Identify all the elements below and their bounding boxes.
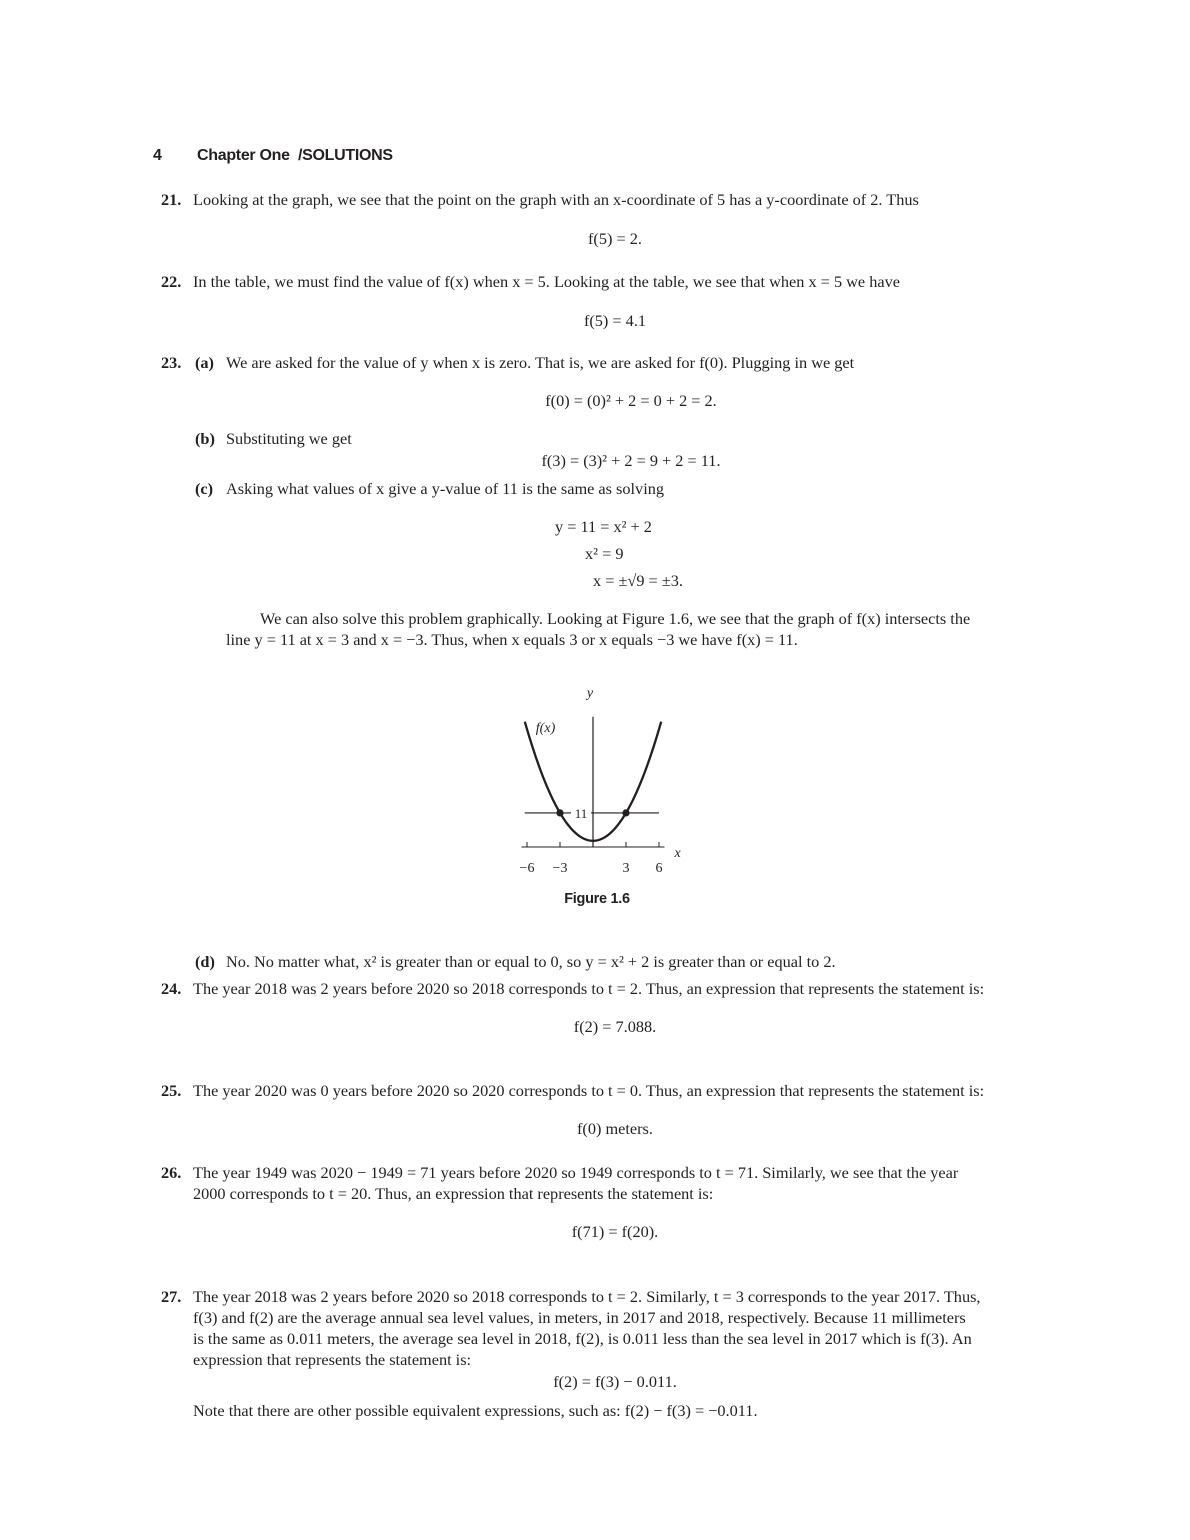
y-axis-label: y — [586, 685, 594, 701]
part-c-paragraph-line-1: We can also solve this problem graphically. Looking at Figure 1.6, we see that the graph of f(x) intersects the — [260, 609, 971, 628]
part-c-equation-1: y = 11 = x² + 2 — [555, 517, 652, 536]
problem-21-number: 21. — [161, 190, 182, 209]
problem-24-number: 24. — [161, 979, 182, 998]
problem-25-text: The year 2020 was 0 years before 2020 so 2020 corresponds to t = 0. Thus, an expression that represents the statement is: — [193, 1081, 985, 1100]
problem-24-text: The year 2018 was 2 years before 2020 so 2018 corresponds to t = 2. Thus, an expression that represents the statement is: — [193, 979, 985, 998]
x-tick-label: 6 — [655, 861, 663, 876]
x-axis-label: x — [674, 846, 681, 861]
problem-27-equation: f(2) = f(3) − 0.011. — [553, 1372, 677, 1391]
problem-22-equation: f(5) = 4.1 — [583, 311, 647, 330]
horizontal-line-label: 11 — [574, 805, 588, 821]
chapter-name: Chapter One — [197, 147, 290, 164]
problem-27-line-2: f(3) and f(2) are the average annual sea level values, in meters, in 2017 and 2018, respectively. Because 11 millimeters — [193, 1308, 966, 1327]
problem-25-number: 25. — [161, 1081, 182, 1100]
part-b-text: Substituting we get — [226, 429, 352, 448]
part-a-equation: f(0) = (0)² + 2 = 0 + 2 = 2. — [545, 391, 717, 410]
part-c-equation-3: x = ±√9 = ±3. — [593, 571, 683, 590]
problem-26-line-2: 2000 corresponds to t = 20. Thus, an expression that represents the statement is: — [193, 1184, 714, 1203]
part-d-text: No. No matter what, x² is greater than or equal to 0, so y = x² + 2 is greater than or equal to 2. — [226, 952, 836, 971]
part-a-label: (a) — [195, 353, 214, 372]
problem-21-text: Looking at the graph, we see that the point on the graph with an x-coordinate of 5 has a y-coordinate of 2. Thus — [193, 190, 919, 209]
intersection-point — [622, 809, 629, 816]
problem-26-equation: f(71) = f(20). — [571, 1222, 659, 1241]
part-b-equation: f(3) = (3)² + 2 = 9 + 2 = 11. — [541, 451, 721, 470]
part-c-label: (c) — [195, 479, 214, 498]
problem-27-line-4: expression that represents the statement is: — [193, 1350, 472, 1369]
x-tick-label: −3 — [552, 861, 568, 876]
intersection-point — [556, 809, 563, 816]
curve-label: f(x) — [535, 720, 556, 736]
problem-22-number: 22. — [161, 272, 182, 291]
part-a-text: We are asked for the value of y when x is zero. That is, we are asked for f(0). Plugging in we get — [226, 353, 855, 372]
problem-26-number: 26. — [161, 1163, 182, 1182]
problem-27-line-1: The year 2018 was 2 years before 2020 so 2018 corresponds to t = 2. Similarly, t = 3 corresponds to the year 2017. Thus, — [193, 1287, 981, 1306]
part-c-equation-2: x² = 9 — [585, 544, 624, 563]
figure-1-6-graph — [500, 675, 700, 880]
chapter-title — [197, 147, 393, 165]
figure-caption: Figure 1.6 — [564, 891, 630, 907]
x-tick-label: −6 — [519, 861, 535, 876]
problem-26-line-1: The year 1949 was 2020 − 1949 = 71 years before 2020 so 1949 corresponds to t = 71. Similarly, we see that the year — [193, 1163, 959, 1182]
part-d-label: (d) — [195, 952, 215, 971]
problem-27-note: Note that there are other possible equivalent expressions, such as: f(2) − f(3) = −0.011. — [193, 1401, 758, 1420]
part-c-text: Asking what values of x give a y-value of 11 is the same as solving — [226, 479, 664, 498]
problem-25-equation: f(0) meters. — [577, 1119, 653, 1138]
problem-21-equation: f(5) = 2. — [588, 229, 642, 248]
page-number: 4 — [153, 147, 162, 164]
problem-22-text: In the table, we must find the value of f(x) when x = 5. Looking at the table, we see that when x = 5 we have — [193, 272, 900, 291]
x-tick-label: 3 — [622, 861, 630, 876]
problem-23-number: 23. — [161, 353, 182, 372]
problem-27-line-3: is the same as 0.011 meters, the average sea level in 2018, f(2), is 0.011 less than the sea level in 2017 which is f(3). An — [193, 1329, 972, 1348]
problem-24-equation: f(2) = 7.088. — [573, 1017, 657, 1036]
part-b-label: (b) — [195, 429, 215, 448]
part-c-paragraph-line-2: line y = 11 at x = 3 and x = −3. Thus, when x equals 3 or x equals −3 we have f(x) = 11. — [226, 630, 798, 649]
problem-27-number: 27. — [161, 1287, 182, 1306]
section-name: /SOLUTIONS — [298, 147, 393, 164]
